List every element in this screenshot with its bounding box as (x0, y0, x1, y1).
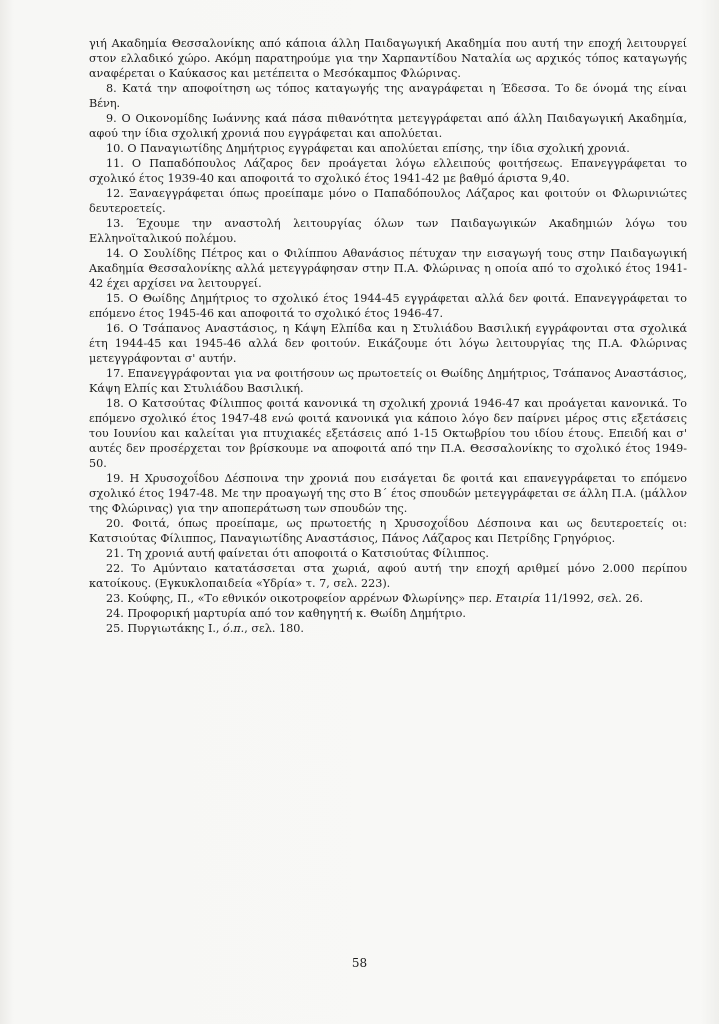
footnote-16: 16. Ο Τσάπανος Αναστάσιος, η Κάψη Ελπίδα και η Στυλιάδου Βασιλική εγγράφονται στα σχολικά έτη 1944-45 και 1945-46 αλλά δεν φοιτούν. Εικάζουμε ότι λόγω λειτουργίας της Π.Α. Φλώρινας μετεγγράφονται σ' αυτήν. (89, 322, 687, 365)
footnote-25 (89, 621, 687, 636)
footnote-12: 12. Ξαναεγγράφεται όπως προείπαμε μόνο ο Παπαδόπουλος Λάζαρος και φοιτούν οι Φλωρινιώτες δευτεροετείς. (89, 187, 687, 215)
footnote-20: 20. Φοιτά, όπως προείπαμε, ως πρωτοετής η Χρυσοχοΐδου Δέσποινα και ως δευτεροετείς οι: Κατσιούτας Φίλιππος, Παναγιωτίδης Αναστάσιος, Πάνος Λάζαρος και Πετρίδης Γρηγόριος. (89, 517, 687, 545)
footnote-17: 17. Επανεγγράφονται για να φοιτήσουν ως πρωτοετείς οι Θωίδης Δημήτριος, Τσάπανος Αναστάσιος, Κάψη Ελπίς και Στυλιάδου Βασιλική. (89, 367, 687, 395)
footnote-25-op-cit: ό.π. (223, 622, 245, 635)
footnote-23-journal: Εταιρία (495, 592, 541, 605)
footnote-18: 18. Ο Κατσούτας Φίλιππος φοιτά κανονικά τη σχολική χρονιά 1946-47 και προάγεται κανονικά. Το επόμενο σχολικό έτος 1947-48 ενώ φοιτά κανονικά για κάποιο λόγο δεν παίρνει μέρος στις εξετάσεις του Ιουνίου και καλείται για πτυχιακές εξετάσεις από 1-15 Οκτωβρίου του ιδίου έτους. Επειδή και σ' αυτές δεν προσέρχεται τον βρίσκουμε να αποφοιτά από την Π.Α. Θεσσαλονίκης το σχολικό έτος 1949-50. (89, 397, 687, 470)
footnote-19: 19. Η Χρυσοχοΐδου Δέσποινα την χρονιά που εισάγεται δε φοιτά και επανεγγράφεται το επόμενο σχολικό έτος 1947-48. Με την προαγωγή της στο Β΄ έτος σπουδών μετεγγράφεται σε άλλη Π.Α. (μάλλον της Φλώρινας) για την αποπεράτωση των σπουδών της. (89, 472, 687, 515)
footnote-23-rest: 11/1992, σελ. 26. (540, 592, 643, 605)
footnote-9: 9. Ο Οικονομίδης Ιωάννης καά πάσα πιθανότητα μετεγγράφεται από άλλη Παιδαγωγική Ακαδημία, αφού την ίδια σχολική χρονιά που εγγράφεται και απολύεται. (89, 112, 687, 140)
footnote-continuation: γιή Ακαδημία Θεσσαλονίκης από κάποια άλλη Παιδαγωγική Ακαδημία που αυτή την εποχή λειτουργεί στον ελλαδικό χώρο. Ακόμη παρατηρούμε για την Χαρπαντίδου Ναταλία ως αρχικός τόπος καταγωγής αναφέρεται ο Καύκασος και μετέπειτα ο Μεσόκαμπος Φλώρινας. (89, 37, 687, 80)
footnote-11: 11. Ο Παπαδόπουλος Λάζαρος δεν προάγεται λόγω ελλειπούς φοιτήσεως. Επανεγγράφεται το σχολικό έτος 1939-40 και αποφοιτά το σχολικό έτος 1941-42 με βαθμό άριστα 9,40. (89, 157, 687, 185)
footnote-23 (89, 591, 687, 606)
footnote-15: 15. Ο Θωίδης Δημήτριος το σχολικό έτος 1944-45 εγγράφεται αλλά δεν φοιτά. Επανεγγράφεται το επόμενο έτος 1945-46 και αποφοιτά το σχολικό έτος 1946-47. (89, 292, 687, 320)
footnote-23-text: 23. Κούφης, Π., «Το εθνικόν οικοτροφείον αρρένων Φλωρίνης» περ. (106, 592, 496, 605)
footnote-24: 24. Προφορική μαρτυρία από τον καθηγητή κ. Θωίδη Δημήτριο. (106, 607, 466, 620)
page-number: 58 (351, 956, 368, 970)
footnote-22: 22. Το Αμύνταιο κατατάσσεται στα χωριά, αφού αυτή την εποχή αριθμεί μόνο 2.000 περίπου κατοίκους. (Εγκυκλοπαιδεία «Υδρία» τ. 7, σελ. 223). (89, 562, 687, 590)
footnote-25-rest: , σελ. 180. (244, 622, 304, 635)
footnotes-block (89, 36, 687, 636)
footnote-21: 21. Τη χρονιά αυτή φαίνεται ότι αποφοιτά ο Κατσιούτας Φίλιππος. (106, 547, 489, 560)
footnote-13: 13. Έχουμε την αναστολή λειτουργίας όλων των Παιδαγωγικών Ακαδημιών λόγω του Ελληνοϊταλικού πολέμου. (89, 217, 687, 245)
footnote-14: 14. Ο Σουλίδης Πέτρος και ο Φιλίππου Αθανάσιος πέτυχαν την εισαγωγή τους στην Παιδαγωγική Ακαδημία Θεσσαλονίκης αλλά μετεγγράφησαν στην Π.Α. Φλώρινας η οποία από το σχολικό έτος 1941-42 έχει αρχίσει να λειτουργεί. (89, 247, 687, 290)
footnote-8: 8. Κατά την αποφοίτηση ως τόπος καταγωγής της αναγράφεται η Έδεσσα. Το δε όνομά της είναι Βένη. (89, 82, 687, 110)
footnote-25-text: 25. Πυργιωτάκης Ι., (106, 622, 224, 635)
footnote-10: 10. Ο Παναγιωτίδης Δημήτριος εγγράφεται και απολύεται επίσης, την ίδια σχολική χρονιά. (106, 142, 630, 155)
